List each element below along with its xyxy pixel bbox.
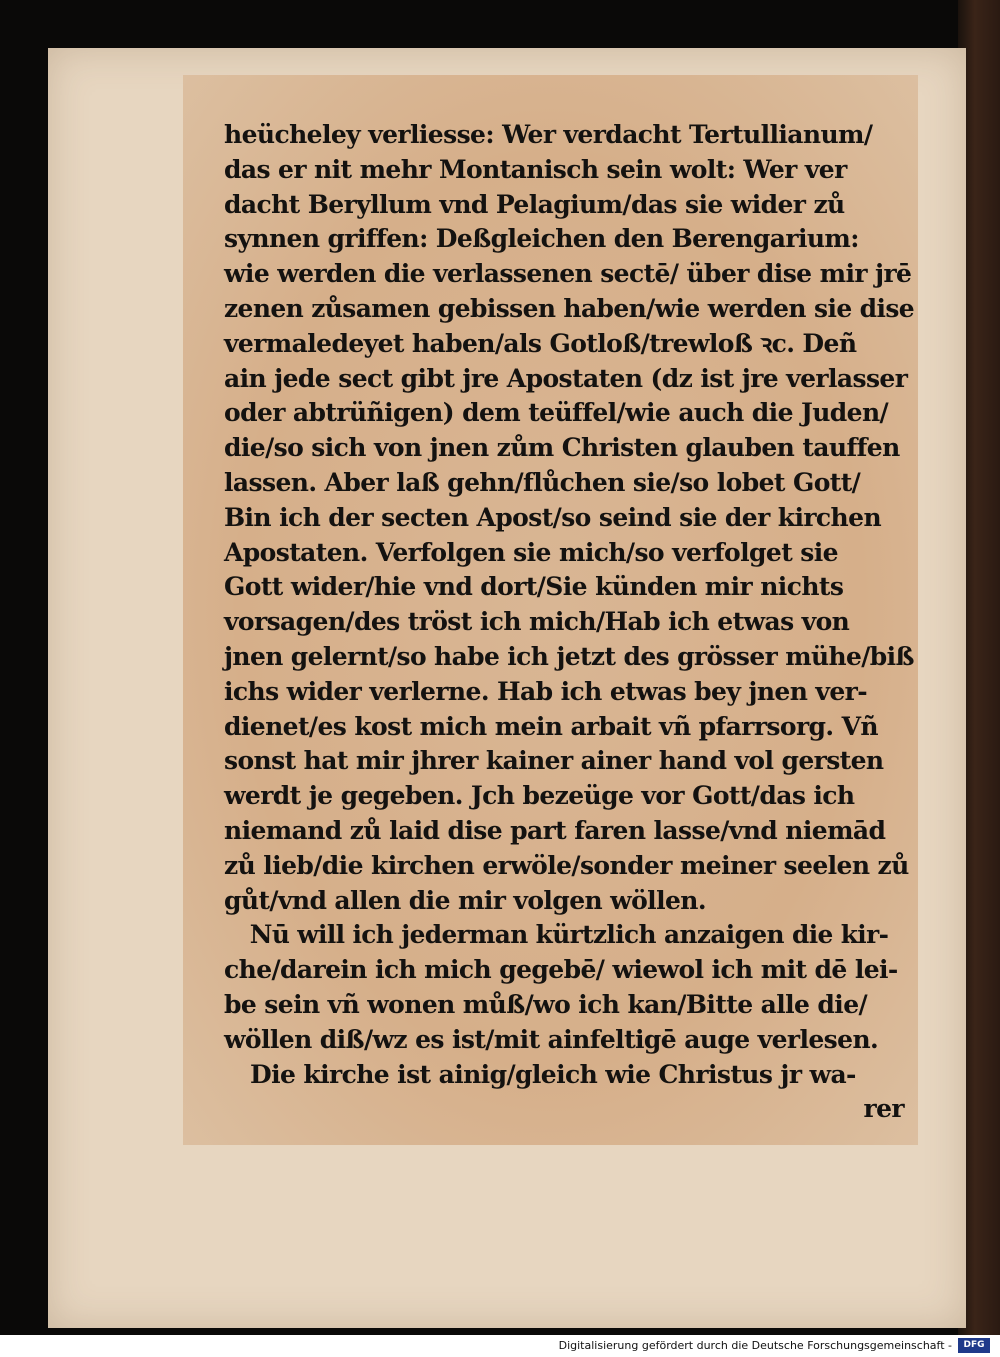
text-line: Gott wider/hie vnd dort/Sie künden mir nichts [224, 572, 844, 602]
text-line: oder abtrüñigen) dem teüffel/wie auch die Juden/ [224, 398, 889, 428]
text-line: Die kirche ist ainig/gleich wie Christus jr wa- [250, 1059, 856, 1089]
text-line: synnen griffen: Deßgleichen den Berengarium: [224, 224, 859, 254]
funding-credit: Digitalisierung gefördert durch die Deutsche Forschungsgemeinschaft - [558, 1339, 952, 1352]
page-text [224, 118, 914, 1127]
text-line: sonst hat mir jhrer kainer ainer hand vol gersten [224, 746, 884, 776]
text-line: be sein vñ wonen můß/wo ich kan/Bitte alle die/ [224, 989, 868, 1019]
text-line: dacht Beryllum vnd Pelagium/das sie wider zů [224, 189, 845, 219]
text-line: jnen gelernt/so habe ich jetzt des grösser mühe/biß [224, 641, 914, 671]
text-line: vermaledeyet haben/als Gotloß/trewloß ꝛc. Deñ [224, 328, 857, 358]
dfg-logo-icon: DFG [958, 1338, 990, 1353]
text-line: ichs wider verlerne. Hab ich etwas bey jnen ver- [224, 676, 867, 706]
text-line: dienet/es kost mich mein arbait vñ pfarrsorg. Vñ [224, 711, 879, 741]
text-line: das er nit mehr Montanisch sein wolt: Wer ver [224, 154, 847, 184]
text-line: zenen zůsamen gebissen haben/wie werden sie dise [224, 293, 915, 323]
text-line: ain jede sect gibt jre Apostaten (dz ist jre verlasser [224, 363, 908, 393]
text-line: gůt/vnd allen die mir volgen wöllen. [224, 885, 706, 915]
text-line: werdt je gegeben. Jch bezeüge vor Gott/das ich [224, 781, 855, 811]
catchword: rer [863, 1094, 904, 1124]
text-line: Bin ich der secten Apost/so seind sie der kirchen [224, 502, 882, 532]
text-line: zů lieb/die kirchen erwöle/sonder meiner seelen zů [224, 850, 909, 880]
text-line: vorsagen/des tröst ich mich/Hab ich etwas von [224, 607, 850, 637]
text-line: che/darein ich mich gegebē/ wiewol ich mit dē lei- [224, 955, 898, 985]
text-line: heücheley verliesse: Wer verdacht Tertullianum/ [224, 120, 873, 149]
text-line: Nū will ich jederman kürtzlich anzaigen die kir- [249, 920, 889, 950]
text-line: wöllen diß/wz es ist/mit ainfeltigē auge verlesen. [224, 1024, 879, 1054]
text-line: Apostaten. Verfolgen sie mich/so verfolget sie [224, 537, 838, 567]
text-line: lassen. Aber laß gehn/flůchen sie/so lobet Gott/ [224, 467, 861, 497]
digitization-footer [0, 1335, 1000, 1357]
text-line: wie werden die verlassenen sectē/ über dise mir jrē [224, 259, 912, 289]
text-line: niemand zů laid dise part faren lasse/vnd niemād [224, 815, 886, 845]
text-line: die/so sich von jnen zům Christen glauben tauffen [224, 433, 900, 463]
